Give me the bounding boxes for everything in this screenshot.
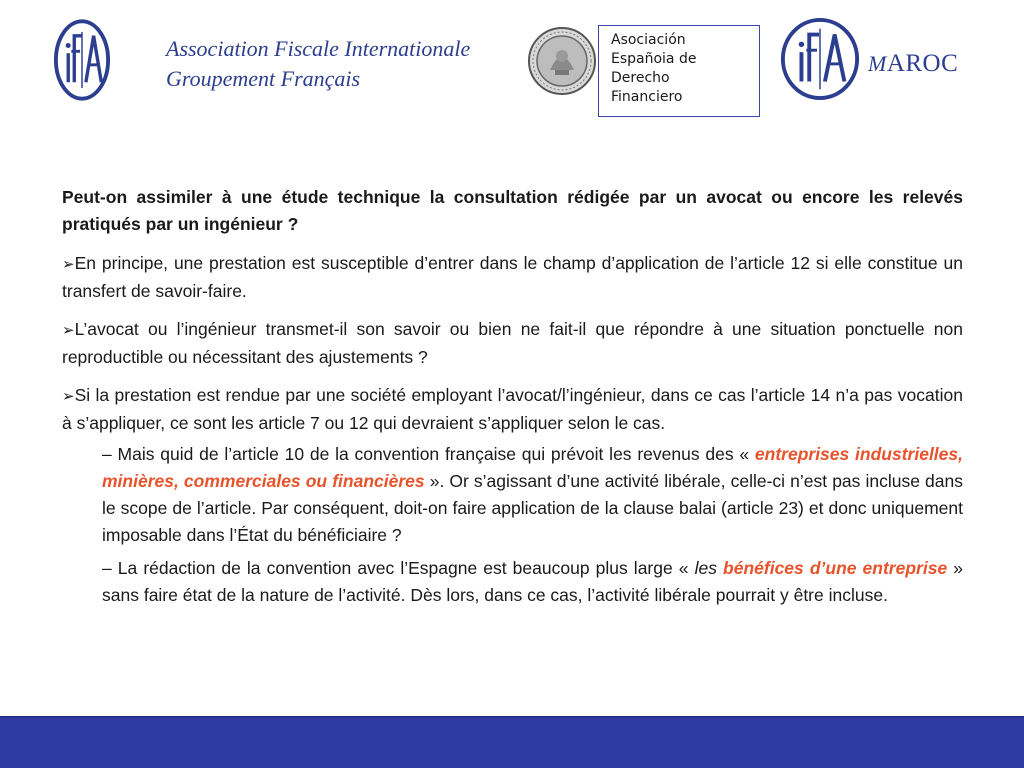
maroc-label xyxy=(868,50,958,78)
ifa-logo-icon xyxy=(53,18,111,102)
maroc-m: M xyxy=(868,51,887,76)
aedf-label-box xyxy=(598,25,760,117)
arrow-bullet-icon: ➢ xyxy=(62,322,75,339)
sub2-before: – La rédaction de la convention avec l’Espagne est beaucoup plus large « xyxy=(102,558,695,578)
sub1-before: – Mais quid de l’article 10 de la convention française qui prévoit les revenus des « xyxy=(102,444,755,464)
sub2-highlight: bénéfices d’une entreprise xyxy=(723,558,948,578)
aedf-line1: Asociación xyxy=(611,32,686,48)
question-heading: Peut-on assimiler à une étude technique la consultation rédigée par un avocat ou encore les relevés pratiqués par un ingénieur ? xyxy=(62,187,963,234)
aedf-line2: Españoia de xyxy=(611,51,697,67)
slide-content xyxy=(62,184,963,615)
association-title-line2: Groupement Français xyxy=(166,66,361,91)
arrow-bullet-icon: ➢ xyxy=(62,256,75,273)
maroc-rest: AROC xyxy=(886,50,959,77)
association-title xyxy=(166,34,470,94)
association-title-line1: Association Fiscale Internationale xyxy=(166,36,471,61)
arrow-bullet-icon: ➢ xyxy=(62,388,75,405)
sub1-highlight: entreprises industrielles, minières, commerciales ou financières xyxy=(102,444,963,491)
bullet-item-1 xyxy=(62,250,963,305)
footer-bar xyxy=(0,716,1024,768)
bullet-text-1: En principe, une prestation est susceptible d’entrer dans le champ d’application de l’article 12 si elle constitue un transfert de savoir-faire. xyxy=(62,253,963,301)
bullet-item-2 xyxy=(62,316,963,371)
sub1-after: ». Or s’agissant d’une activité libérale, celle-ci n’est pas incluse dans le scope de l’article. Par conséquent, doit-on faire application de la clause balai (article 23) et donc uniquement imposable dans l’État du bénéficiaire ? xyxy=(102,471,963,545)
aedf-line4: Financiero xyxy=(611,89,683,105)
bullet-text-3: Si la prestation est rendue par une société employant l’avocat/l’ingénieur, dans ce cas l’article 14 n’a pas vocation à s’appliquer, ce sont les article 7 ou 12 qui devraient s’appliquer selon le cas. xyxy=(62,385,963,433)
seal-icon xyxy=(527,26,597,96)
sub-item-1 xyxy=(102,441,963,549)
sub2-italic: les xyxy=(694,558,724,578)
slide-header xyxy=(0,0,1024,130)
sub2-after: » sans faire état de la nature de l’activité. Dès lors, dans ce cas, l’activité libérale pourrait y être incluse. xyxy=(102,558,963,605)
ifa-logo-icon xyxy=(779,17,861,101)
aedf-line3: Derecho xyxy=(611,70,670,86)
bullet-item-3 xyxy=(62,382,963,437)
sub-item-2 xyxy=(102,555,963,609)
bullet-text-2: L’avocat ou l’ingénieur transmet-il son savoir ou bien ne fait-il que répondre à une situation ponctuelle non reproductible ou nécessitant des ajustements ? xyxy=(62,319,963,367)
